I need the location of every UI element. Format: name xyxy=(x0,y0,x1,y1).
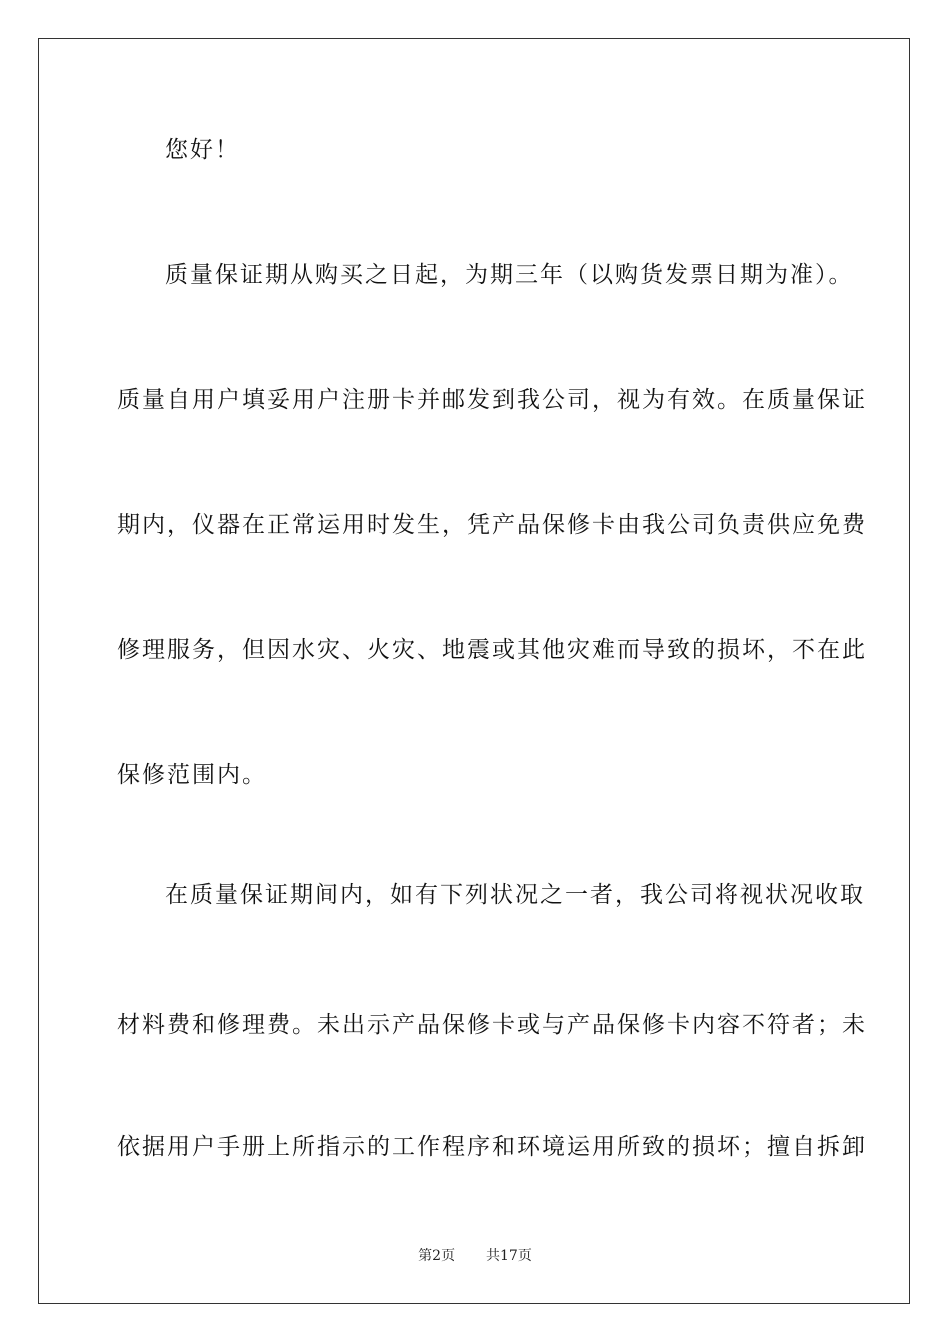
page-total: 共17页 xyxy=(486,1248,532,1264)
paragraph-line: 修理服务，但因水灾、火灾、地震或其他灾难而导致的损坏，不在此 xyxy=(117,637,867,663)
paragraph-line: 在质量保证期间内，如有下列状况之一者，我公司将视状况收取 xyxy=(165,882,865,908)
greeting-line: 您好！ xyxy=(165,137,240,163)
paragraph-line: 质量保证期从购买之日起，为期三年（以购货发票日期为准）。 xyxy=(165,262,854,288)
page-number: 第2页 xyxy=(418,1248,456,1264)
paragraph-line: 材料费和修理费。未出示产品保修卡或与产品保修卡内容不符者；未 xyxy=(117,1012,867,1038)
paragraph-line: 质量自用户填妥用户注册卡并邮发到我公司，视为有效。在质量保证 xyxy=(117,387,867,413)
page-border xyxy=(38,38,910,1304)
paragraph-line: 期内，仪器在正常运用时发生，凭产品保修卡由我公司负责供应免费 xyxy=(117,512,867,538)
paragraph-line: 保修范围内。 xyxy=(117,762,267,788)
page-footer xyxy=(0,1245,950,1265)
paragraph-line: 依据用户手册上所指示的工作程序和环境运用所致的损坏；擅自拆卸 xyxy=(117,1134,867,1160)
